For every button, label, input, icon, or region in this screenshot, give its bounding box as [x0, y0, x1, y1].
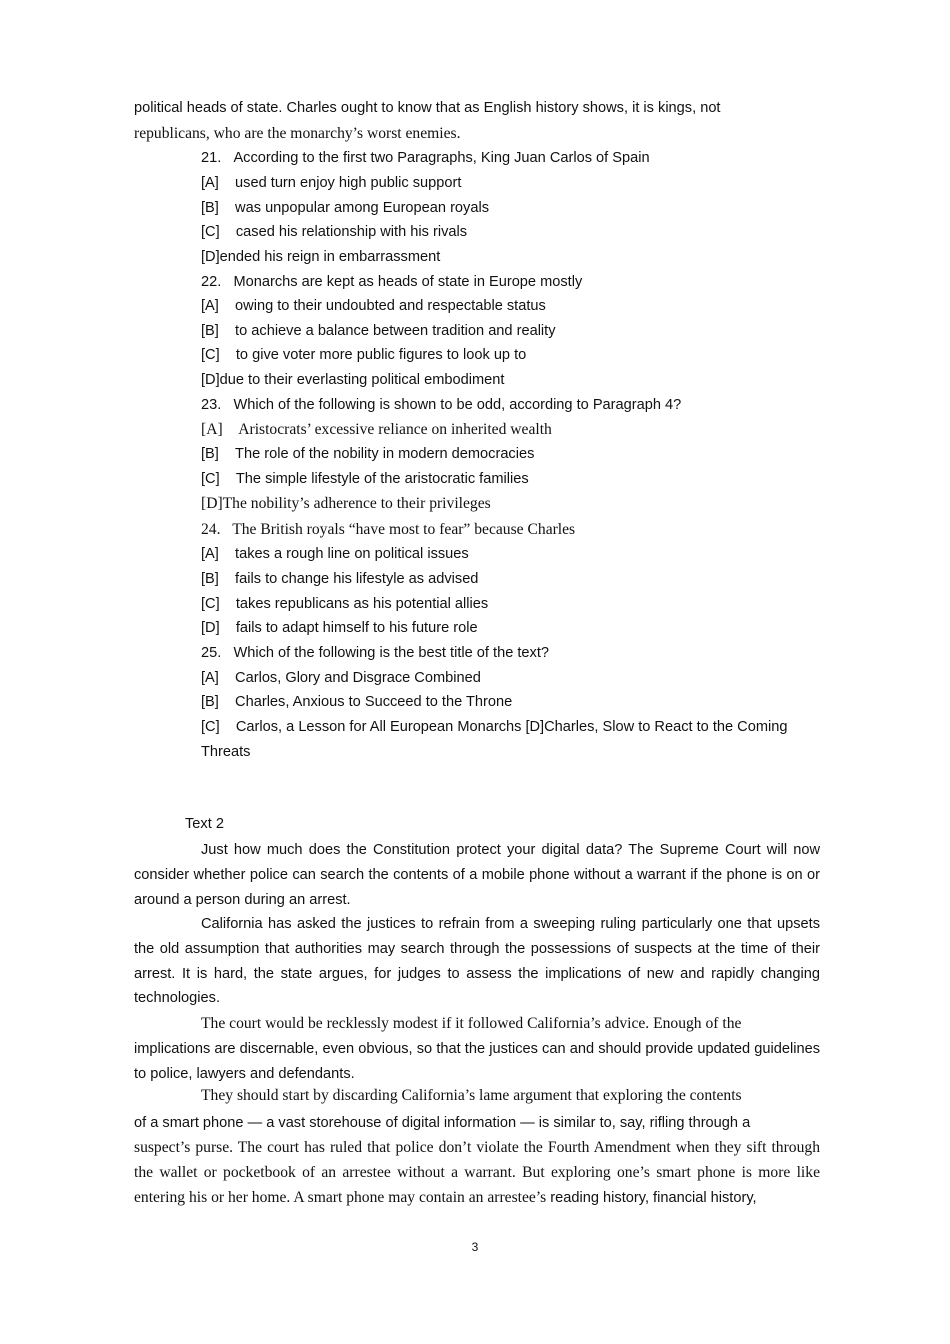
- option-23-d: [D]The nobility’s adherence to their privileges: [201, 495, 491, 512]
- page-number: 3: [471, 1240, 479, 1254]
- text2-paragraph-3-rest: implications are discernable, even obvious, so that the justices can and should provide updated guidelines to police, lawyers and defendants.: [134, 1040, 820, 1082]
- question-21: 21. According to the first two Paragraphs, King Juan Carlos of Spain: [201, 150, 650, 166]
- option-21-d: [D]ended his reign in embarrassment: [201, 249, 441, 265]
- option-22-b: [B] to achieve a balance between tradition and reality: [201, 323, 556, 339]
- text2-paragraph-2: California has asked the justices to refrain from a sweeping ruling particularly one that upsets the old assumption that authorities may search through the possessions of suspects at the time of their arrest. It is hard, the state argues, for judges to assess the implications of new and rapidly changing technologies.: [134, 916, 820, 1007]
- section-heading-text-2: Text 2: [185, 816, 224, 832]
- option-25-a: [A] Carlos, Glory and Disgrace Combined: [201, 670, 481, 686]
- text2-paragraph-4-rest: [134, 1136, 820, 1210]
- text2-paragraph-3-line-1: The court would be recklessly modest if it followed California’s advice. Enough of the: [201, 1015, 742, 1032]
- text2-paragraph-4-serif: suspect’s purse. The court has ruled that police don’t violate the Fourth Amendment when they sift through the wallet or pocketbook of an arrestee without a warrant. But exploring one’s smart phone is more like entering his or her home. A smart phone may contain an arrestee’s: [134, 1139, 820, 1206]
- option-23-b: [B] The role of the nobility in modern democracies: [201, 446, 535, 462]
- intro-line-2: republicans, who are the monarchy’s worst enemies.: [134, 125, 461, 142]
- text2-paragraph-4-line-1: They should start by discarding California’s lame argument that exploring the contents: [201, 1087, 742, 1104]
- text2-paragraph-4-line-2: of a smart phone — a vast storehouse of digital information — is similar to, say, rifling through a: [134, 1115, 751, 1131]
- option-24-c: [C] takes republicans as his potential allies: [201, 596, 489, 612]
- option-21-b: [B] was unpopular among European royals: [201, 200, 489, 216]
- question-22: 22. Monarchs are kept as heads of state in Europe mostly: [201, 274, 583, 290]
- option-25-b: [B] Charles, Anxious to Succeed to the Throne: [201, 694, 513, 710]
- option-21-a: [A] used turn enjoy high public support: [201, 175, 462, 191]
- option-24-d: [D] fails to adapt himself to his future role: [201, 620, 478, 636]
- text2-paragraph-3: [134, 1012, 820, 1086]
- option-21-c: [C] cased his relationship with his rivals: [201, 224, 468, 240]
- option-23-c: [C] The simple lifestyle of the aristocratic families: [201, 471, 529, 487]
- option-22-c: [C] to give voter more public figures to look up to: [201, 347, 527, 363]
- option-23-a: [A] Aristocrats’ excessive reliance on inherited wealth: [201, 421, 552, 438]
- option-25-d-continued: Threats: [201, 744, 251, 760]
- option-24-b: [B] fails to change his lifestyle as advised: [201, 571, 479, 587]
- option-24-a: [A] takes a rough line on political issues: [201, 546, 469, 562]
- option-22-a: [A] owing to their undoubted and respectable status: [201, 298, 546, 314]
- option-25-c-d: [C] Carlos, a Lesson for All European Monarchs [D]Charles, Slow to React to the Coming: [201, 719, 788, 735]
- option-22-d: [D]due to their everlasting political embodiment: [201, 372, 505, 388]
- question-23: 23. Which of the following is shown to be odd, according to Paragraph 4?: [201, 397, 682, 413]
- text2-paragraph-4-tail: reading history, financial history,: [546, 1189, 757, 1206]
- question-25: 25. Which of the following is the best title of the text?: [201, 645, 550, 661]
- intro-line-1: political heads of state. Charles ought to know that as English history shows, it is kings, not: [134, 100, 721, 116]
- text2-paragraph-1: Just how much does the Constitution protect your digital data? The Supreme Court will now consider whether police can search the contents of a mobile phone without a warrant if the phone is on or around a person during an arrest.: [134, 842, 820, 908]
- question-24: 24. The British royals “have most to fear” because Charles: [201, 521, 576, 538]
